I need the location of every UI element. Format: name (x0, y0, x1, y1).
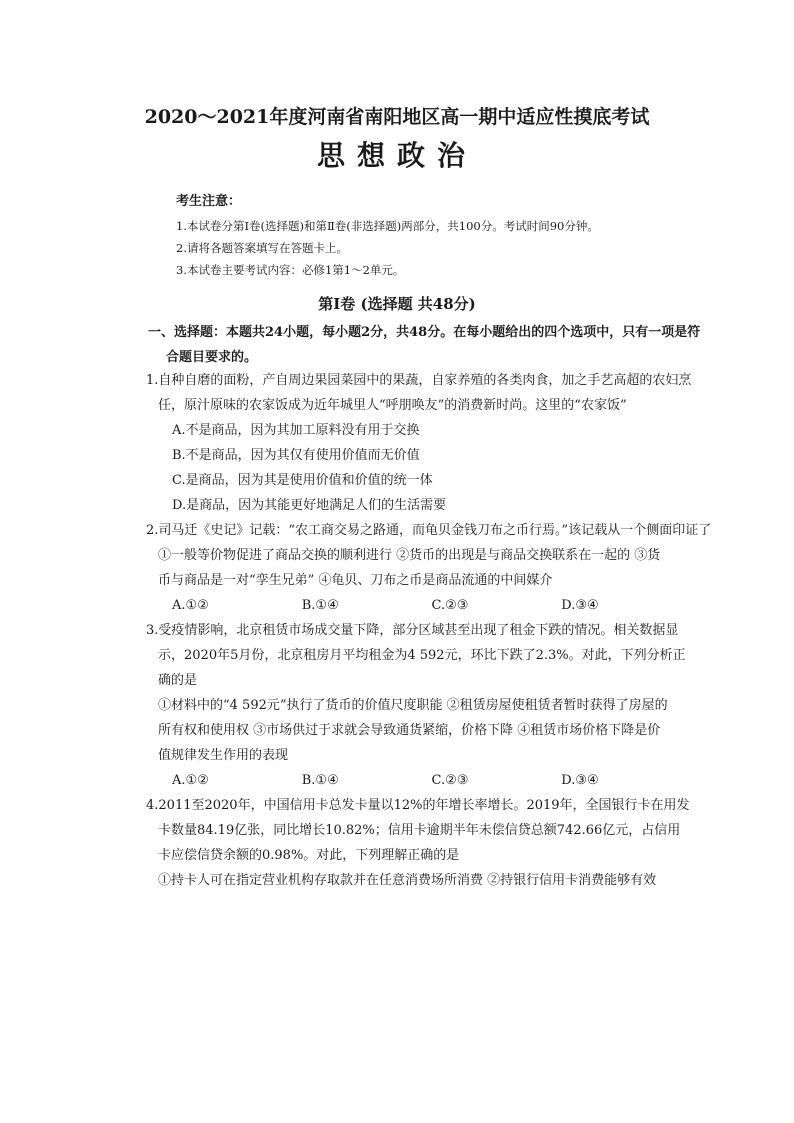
question-line: 示，2020年5月份，北京租房月平均租金为4 592元，环比下跌了2.3%。对此，下列分析正 (158, 648, 686, 663)
option-b: B.不是商品，因为其仅有使用价值而无价值 (172, 448, 420, 463)
question-3 (146, 618, 691, 793)
option-c: C.是商品，因为其是使用价值和价值的统一体 (172, 473, 433, 488)
option-c: C.②③ (431, 598, 469, 613)
option-b: B.①④ (301, 598, 339, 613)
option-a: A.①② (172, 773, 209, 788)
question-line: ①材料中的“4 592元”执行了货币的价值尺度职能 ②租赁房屋使租赁者暂时获得了房屋的 (158, 698, 668, 713)
section-line: 一、选择题：本题共24小题，每小题2分，共48分。在每小题给出的四个选项中，只有一项是符 (148, 325, 701, 340)
notes-heading: 考生注意： (176, 194, 242, 209)
question-line: ①一般等价物促进了商品交换的顺利进行 ②货币的出现是与商品交换联系在一起的 ③货 (158, 548, 661, 563)
question-line: 卡应偿信贷余额的0.98%。对此，下列理解正确的是 (158, 848, 460, 863)
question-line: 确的是 (158, 673, 198, 688)
question-2 (146, 518, 712, 618)
question-line: 卡数量84.19亿张，同比增长10.82%；信用卡逾期半年未偿信贷总额742.66亿元，占信用 (158, 823, 681, 838)
part-title: 第Ⅰ卷 (选择题 共48分) (318, 295, 476, 313)
question-4 (146, 793, 691, 893)
question-line: 任，原汁原味的农家饭成为近年城里人“呼朋唤友”的消费新时尚。这里的“农家饭” (158, 398, 627, 413)
options-row (146, 768, 691, 793)
option-a: A.①② (172, 598, 209, 613)
exam-title: 2020～2021年度河南省南阳地区高一期中适应性摸底考试 (144, 106, 650, 128)
question-line: 1.自种自磨的面粉，产自周边果园菜园中的果蔬，自家养殖的各类肉食，加之手艺高超的农妇烹 (146, 373, 692, 388)
option-c: C.②③ (431, 773, 469, 788)
question-line: ①持卡人可在指定营业机构存取款并在任意消费场所消费 ②持银行信用卡消费能够有效 (158, 873, 657, 888)
question-line: 4.2011至2020年，中国信用卡总发卡量以12%的年增长率增长。2019年，全国银行卡在用发 (146, 798, 690, 813)
question-1 (146, 368, 691, 518)
subject-title: 思想政治 (316, 139, 477, 172)
section-line: 合题目要求的。 (166, 350, 258, 365)
note-item: 1.本试卷分第Ⅰ卷(选择题)和第Ⅱ卷(非选择题)两部分，共100分。考试时间90分钟。 (176, 219, 599, 233)
option-d: D.是商品，因为其能更好地满足人们的生活需要 (172, 498, 447, 513)
option-d: D.③④ (561, 598, 599, 613)
option-d: D.③④ (561, 773, 599, 788)
candidate-notes (176, 190, 696, 281)
note-item: 3.本试卷主要考试内容：必修1第1～2单元。 (176, 263, 405, 277)
note-item: 2.请将各题答案填写在答题卡上。 (176, 241, 348, 255)
option-b: B.①④ (301, 773, 339, 788)
question-line: 3.受疫情影响，北京租赁市场成交量下降，部分区域甚至出现了租金下跌的情况。相关数据显 (146, 623, 679, 638)
question-line: 值规律发生作用的表现 (158, 748, 289, 763)
question-line: 2.司马迁《史记》记载：“农工商交易之路通，而龟贝金钱刀布之币行焉。”该记载从一个侧面印证了 (146, 523, 712, 538)
options-row (146, 593, 691, 618)
question-line: 所有权和使用权 ③市场供过于求就会导致通货紧缩，价格下降 ④租赁市场价格下降是价 (158, 723, 661, 738)
question-line: 币与商品是一对“孪生兄弟” ④龟贝、刀布之币是商品流通的中间媒介 (158, 573, 553, 588)
section-instructions (148, 320, 701, 370)
option-a: A.不是商品，因为其加工原料没有用于交换 (172, 423, 420, 438)
